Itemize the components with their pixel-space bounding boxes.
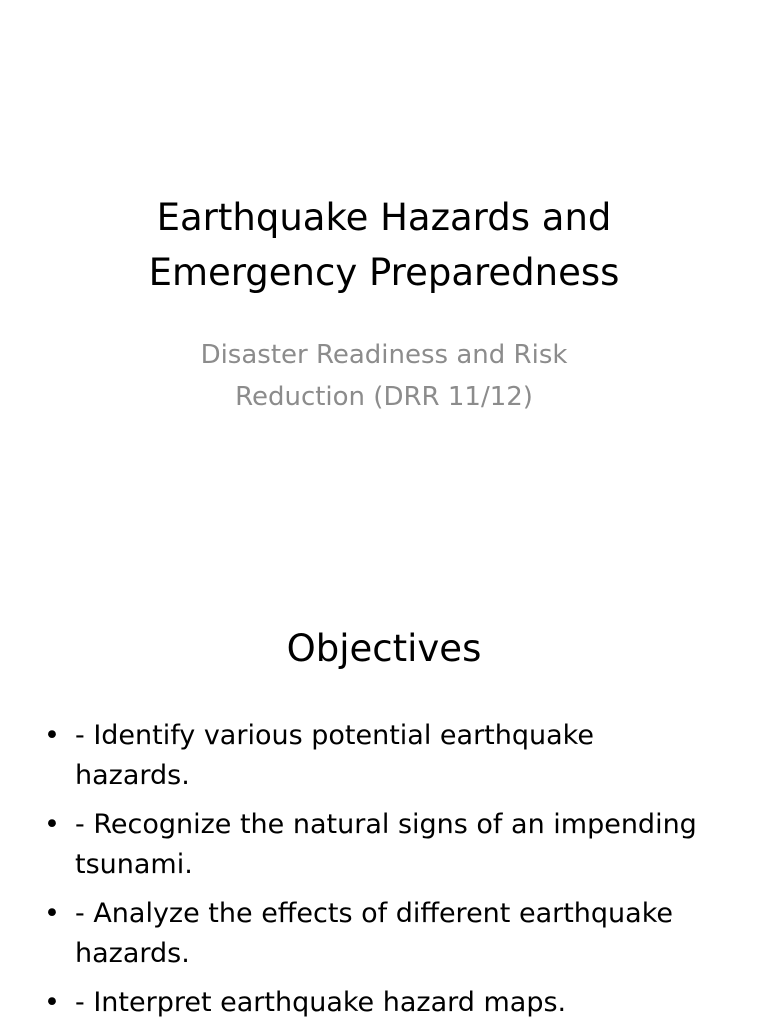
list-item-text: hazards. bbox=[75, 938, 190, 969]
list-item-text: - Interpret earthquake hazard maps. bbox=[75, 987, 567, 1018]
list-item bbox=[44, 805, 734, 885]
slide-title-line: Emergency Preparedness bbox=[148, 251, 620, 294]
bullet-icon: • bbox=[44, 720, 60, 751]
list-item bbox=[44, 983, 734, 1023]
list-item-text: - Identify various potential earthquake bbox=[75, 720, 594, 751]
slide-title bbox=[0, 190, 768, 300]
list-item-text: - Recognize the natural signs of an impending bbox=[75, 809, 697, 840]
list-item-text: tsunami. bbox=[75, 849, 193, 880]
slide-title-line: Earthquake Hazards and bbox=[156, 196, 612, 239]
slide-subtitle bbox=[0, 334, 768, 418]
objectives-list bbox=[44, 716, 734, 1024]
objectives-slide bbox=[0, 512, 768, 1024]
list-item-text: - Analyze the effects of different earthquake bbox=[75, 898, 673, 929]
slide-heading: Objectives bbox=[286, 627, 482, 670]
slide-subtitle-line: Reduction (DRR 11/12) bbox=[235, 382, 533, 412]
slide-subtitle-line: Disaster Readiness and Risk bbox=[200, 340, 568, 370]
bullet-icon: • bbox=[44, 809, 60, 840]
bullet-icon: • bbox=[44, 987, 60, 1018]
list-item bbox=[44, 716, 734, 796]
list-item bbox=[44, 894, 734, 974]
bullet-icon: • bbox=[44, 898, 60, 929]
list-item-text: hazards. bbox=[75, 760, 190, 791]
